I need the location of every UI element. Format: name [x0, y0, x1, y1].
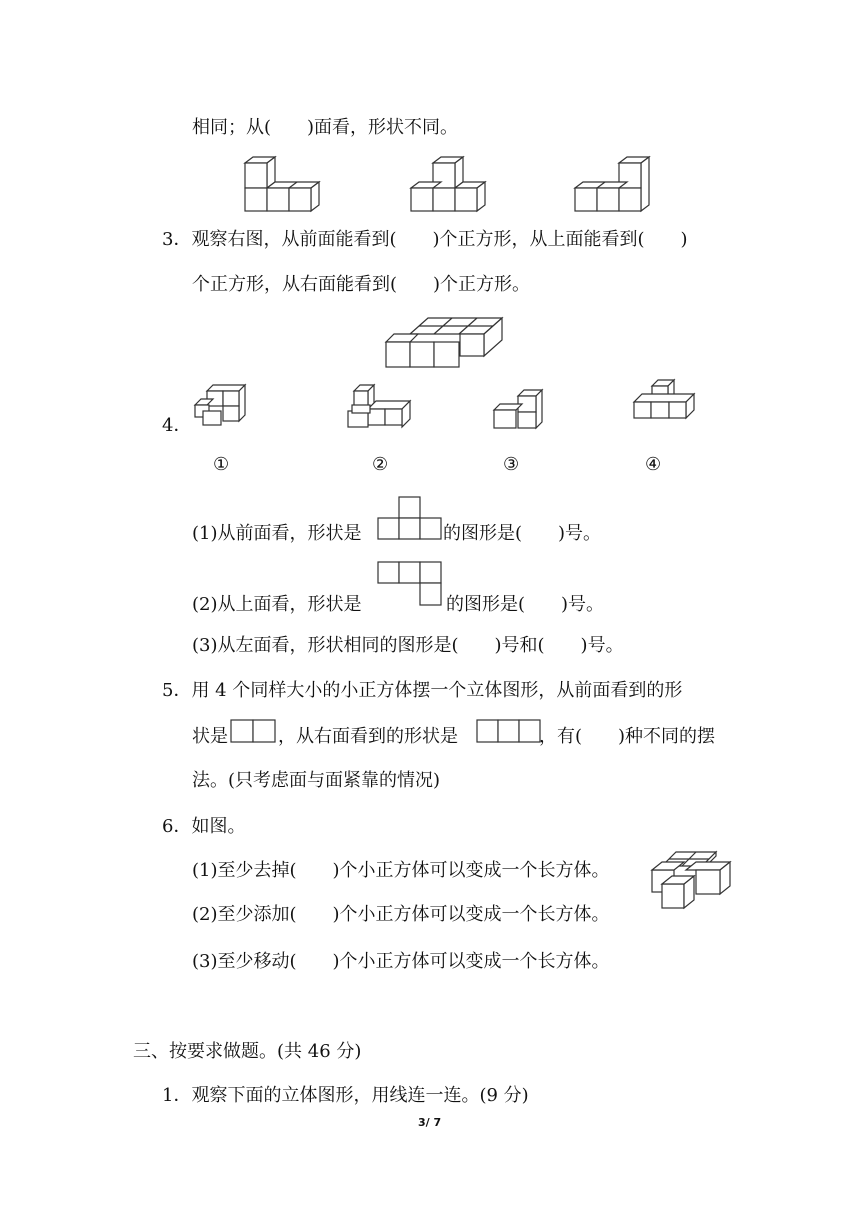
- q2-line-end: 相同；从( )面看，形状不同。: [192, 117, 459, 138]
- q3-figure: [384, 314, 510, 370]
- q2-figure-2: [409, 155, 489, 213]
- q4-sub1-shape: [377, 495, 443, 541]
- q2-figure-1: [243, 155, 323, 213]
- q4-label-4: ④: [645, 454, 662, 475]
- q6-sub3: (3)至少移动( )个小正方体可以变成一个长方体。: [192, 951, 610, 972]
- q2-figure-3: [573, 155, 653, 213]
- q4-sub2-shape: [377, 560, 443, 608]
- q4-figure-4: [632, 378, 696, 422]
- q5-right-view-shape: [476, 719, 542, 743]
- q4-sub1-text-b: 的图形是( )号。: [443, 523, 602, 544]
- q6-sub1: (1)至少去掉( )个小正方体可以变成一个长方体。: [192, 860, 610, 881]
- q3-line-2: 个正方形，从右面能看到( )个正方形。: [192, 274, 531, 295]
- q5-line-2-b: ，从右面看到的形状是: [278, 726, 458, 747]
- q6-title: 6．如图。: [162, 816, 246, 837]
- q5-line-2-a: 状是: [192, 726, 228, 747]
- q4-figure-3: [492, 388, 550, 432]
- q4-figure-2: [346, 383, 412, 431]
- q4-label-1: ①: [213, 454, 230, 475]
- q6-sub2: (2)至少添加( )个小正方体可以变成一个长方体。: [192, 904, 610, 925]
- q4-sub3-text: (3)从左面看，形状相同的图形是( )号和( )号。: [192, 635, 624, 656]
- q5-line-2-c: ，有( )种不同的摆: [539, 726, 716, 747]
- q4-label-3: ③: [503, 454, 520, 475]
- section3-q1: 1．观察下面的立体图形，用线连一连。(9 分): [162, 1085, 529, 1106]
- q4-sub1-text-a: (1)从前面看，形状是: [192, 523, 362, 544]
- q4-number: 4．: [162, 415, 192, 436]
- q5-line-3: 法。(只考虑面与面紧靠的情况): [192, 770, 441, 791]
- q6-figure: [636, 848, 732, 912]
- section3-heading: 三、按要求做题。(共 46 分): [133, 1041, 362, 1062]
- page-number: 3/ 7: [418, 1116, 442, 1129]
- q5-line-1: 5．用 4 个同样大小的小正方体摆一个立体图形，从前面看到的形: [162, 680, 683, 701]
- q4-label-2: ②: [372, 454, 389, 475]
- q5-front-view-shape: [230, 719, 278, 743]
- q4-figure-1: [193, 383, 249, 427]
- q4-sub2-text-b: 的图形是( )号。: [446, 594, 605, 615]
- q4-sub2-text-a: (2)从上面看，形状是: [192, 594, 362, 615]
- q3-line-1: 3．观察右图，从前面能看到( )个正方形，从上面能看到( ): [162, 229, 688, 250]
